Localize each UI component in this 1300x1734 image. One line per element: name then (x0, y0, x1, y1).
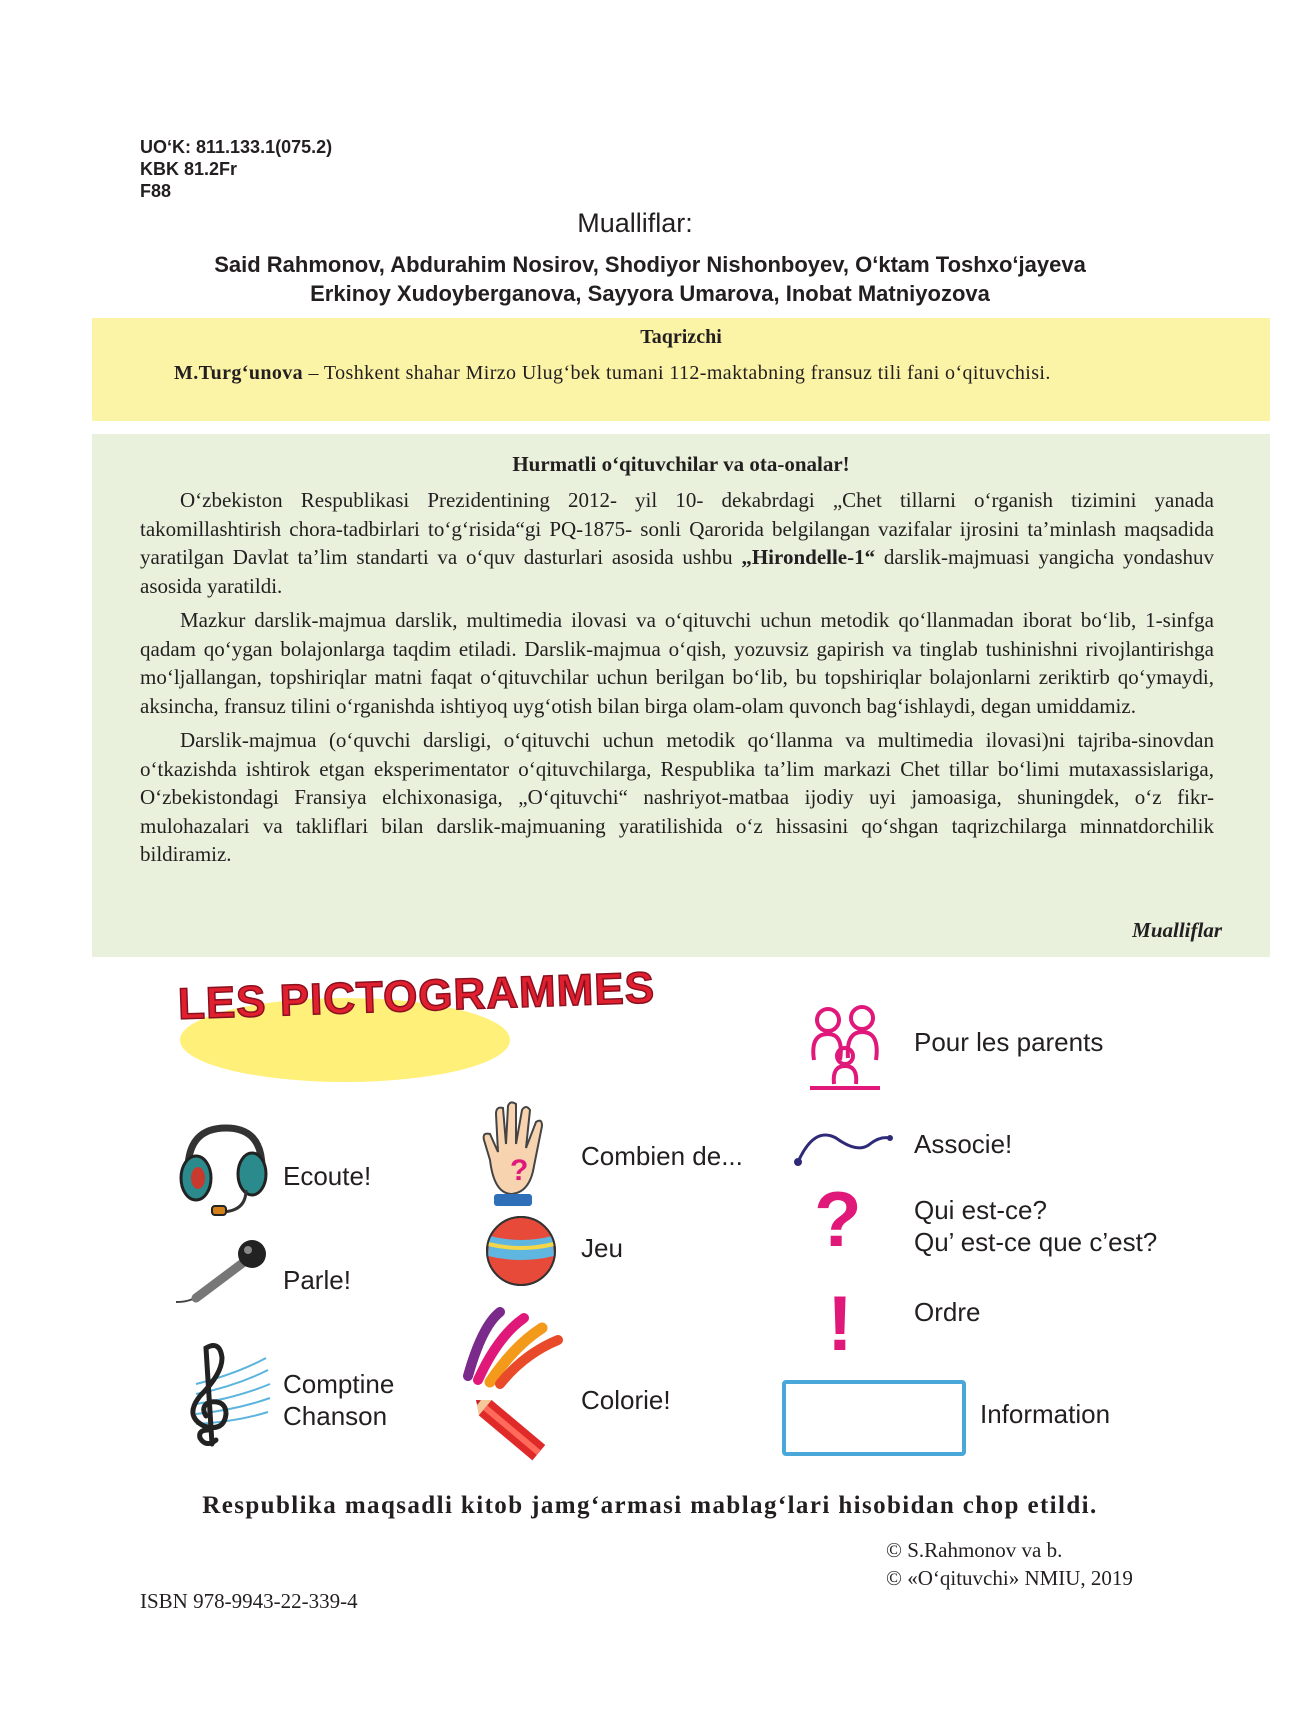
label-jeu: Jeu (581, 1233, 623, 1263)
authors-line-2: Erkinoy Xudoyberganova, Sayyora Umarova, Inobat Matniyozova (310, 281, 990, 306)
label-information: Information (980, 1399, 1111, 1429)
greeting-paragraph-1 (140, 486, 1214, 600)
greeting-paragraph-1-text: O‘zbekiston Respublikasi Prezidentining 2012- yil 10- dekabrdagi „Chet tillarni o‘rganish tizimini yanada takomillashtirish chora-tadbirlari to‘g‘risida“gi PQ-1875- sonli Qarorida belgilangan vazifalar ijrosini ta’minlash maqsadida yaratilgan Davlat ta’lim standarti va o‘quv dasturlari asosida ushbu (140, 488, 1214, 569)
greeting-body (140, 486, 1214, 875)
question-mark-icon: ? (814, 1175, 862, 1263)
label-parle: Parle! (283, 1265, 351, 1295)
reviewer-description: – Toshkent shahar Mirzo Ulug‘bek tumani 112-maktabning fransuz tili fani o‘qituvchisi. (303, 362, 1051, 384)
label-qui-1: Qui est-ce? (914, 1195, 1047, 1225)
authors-heading: Mualliflar: (577, 208, 693, 238)
label-combien: Combien de... (581, 1141, 743, 1171)
ball-icon (484, 1214, 558, 1288)
headphones-icon (176, 1120, 270, 1220)
pictograms-title: LES PICTOGRAMMES (177, 963, 656, 1029)
label-associe: Associe! (914, 1129, 1013, 1159)
greeting-box (92, 434, 1270, 957)
label-parents: Pour les parents (914, 1027, 1104, 1057)
copyright-authors: © S.Rahmonov va b. (886, 1538, 1063, 1562)
udc-code: UO‘K: 811.133.1(075.2) (140, 137, 333, 157)
label-chanson: Chanson (283, 1401, 388, 1431)
funding-note: Respublika maqsadli kitob jamg‘armasi mablag‘lari hisobidan chop etildi. (202, 1492, 1098, 1519)
copyright (886, 1536, 1133, 1592)
bbk-code: KBK 81.2Fr (140, 159, 238, 179)
greeting-title: Hurmatli o‘qituvchilar va ota-onalar! (512, 452, 850, 476)
wave-icon (792, 1124, 896, 1170)
paint-pencil-icon (462, 1306, 574, 1476)
parents-icon (800, 1000, 892, 1092)
label-qui-2: Qu’ est-ce que c’est? (914, 1227, 1158, 1257)
greeting-paragraph-2: Mazkur darslik-majmua darslik, multimedia ilovasi va o‘qituvchi uchun metodik qo‘llanmadan iborat bo‘lib, 1-sinfga qadam qo‘ygan bolajonlarga taqdim etiladi. Darslik-majmua o‘qish, yozuvsiz gapirish va tinglab tushinishni rivojlantirishga mo‘ljallangan, topshiriqlar matni faqat o‘qituvchilar uchun berilgan bo‘lib, bu topshiriqlar bolajonlarni zeriktirb qo‘ymaydi, aksincha, fransuz tilini o‘rganishda ishtiyoq uyg‘otish bilan birga olam-olam quvonch bag‘ishlaydi, degan umiddamiz. (140, 608, 1214, 718)
label-ecoute: Ecoute! (283, 1161, 372, 1191)
label-colorie: Colorie! (581, 1385, 671, 1415)
microphone-icon (174, 1236, 270, 1306)
treble-clef-icon (176, 1340, 272, 1454)
author-code: F88 (140, 181, 172, 201)
reviewer-title: Taqrizchi (640, 326, 722, 348)
hand-icon (476, 1100, 558, 1210)
information-box-icon (782, 1380, 966, 1456)
reviewer-text (174, 362, 1051, 385)
svg-text:?: ? (510, 1154, 529, 1187)
book-title: „Hirondelle-1“ (741, 545, 876, 569)
reviewer-name: M.Turg‘unova (174, 362, 304, 384)
classification-codes (140, 136, 332, 202)
isbn: ISBN 978-9943-22-339-4 (140, 1589, 358, 1613)
copyright-publisher: © «O‘qituvchi» NMIU, 2019 (886, 1566, 1133, 1590)
label-comptine: Comptine (283, 1369, 395, 1399)
exclamation-icon: ! (827, 1279, 853, 1367)
greeting-signature: Mualliflar (1132, 918, 1222, 942)
authors-list (0, 250, 1300, 308)
greeting-paragraph-1-end: darslik-majmuasi yangicha yondashuv asosida yaratildi. (140, 545, 1214, 598)
reviewer-box (92, 318, 1270, 421)
authors-line-1: Said Rahmonov, Abdurahim Nosirov, Shodiyor Nishonboyev, O‘ktam Toshxo‘jayeva (214, 252, 1086, 277)
greeting-paragraph-3: Darslik-majmua (o‘quvchi darsligi, o‘qituvchi uchun metodik qo‘llanma va multimedia ilovasi)ni tajriba-sinovdan o‘tkazishda ishtirok etgan eksperimentator o‘qituvchilarga, Respublika ta’lim markazi Chet tillar bo‘limi mutaxassislariga, O‘zbekistondagi Fransiya elchixonasiga, „O‘qituvchi“ nashriyot-matbaa ijodiy uyi jamoasiga, shuningdek, o‘z fikr-mulohazalari va takliflari bilan darslik-majmuaning yaratilishida o‘z hissasini qo‘shgan taqrizchilarga minnatdorchilik bildiramiz. (140, 728, 1214, 866)
label-ordre: Ordre (914, 1297, 981, 1327)
